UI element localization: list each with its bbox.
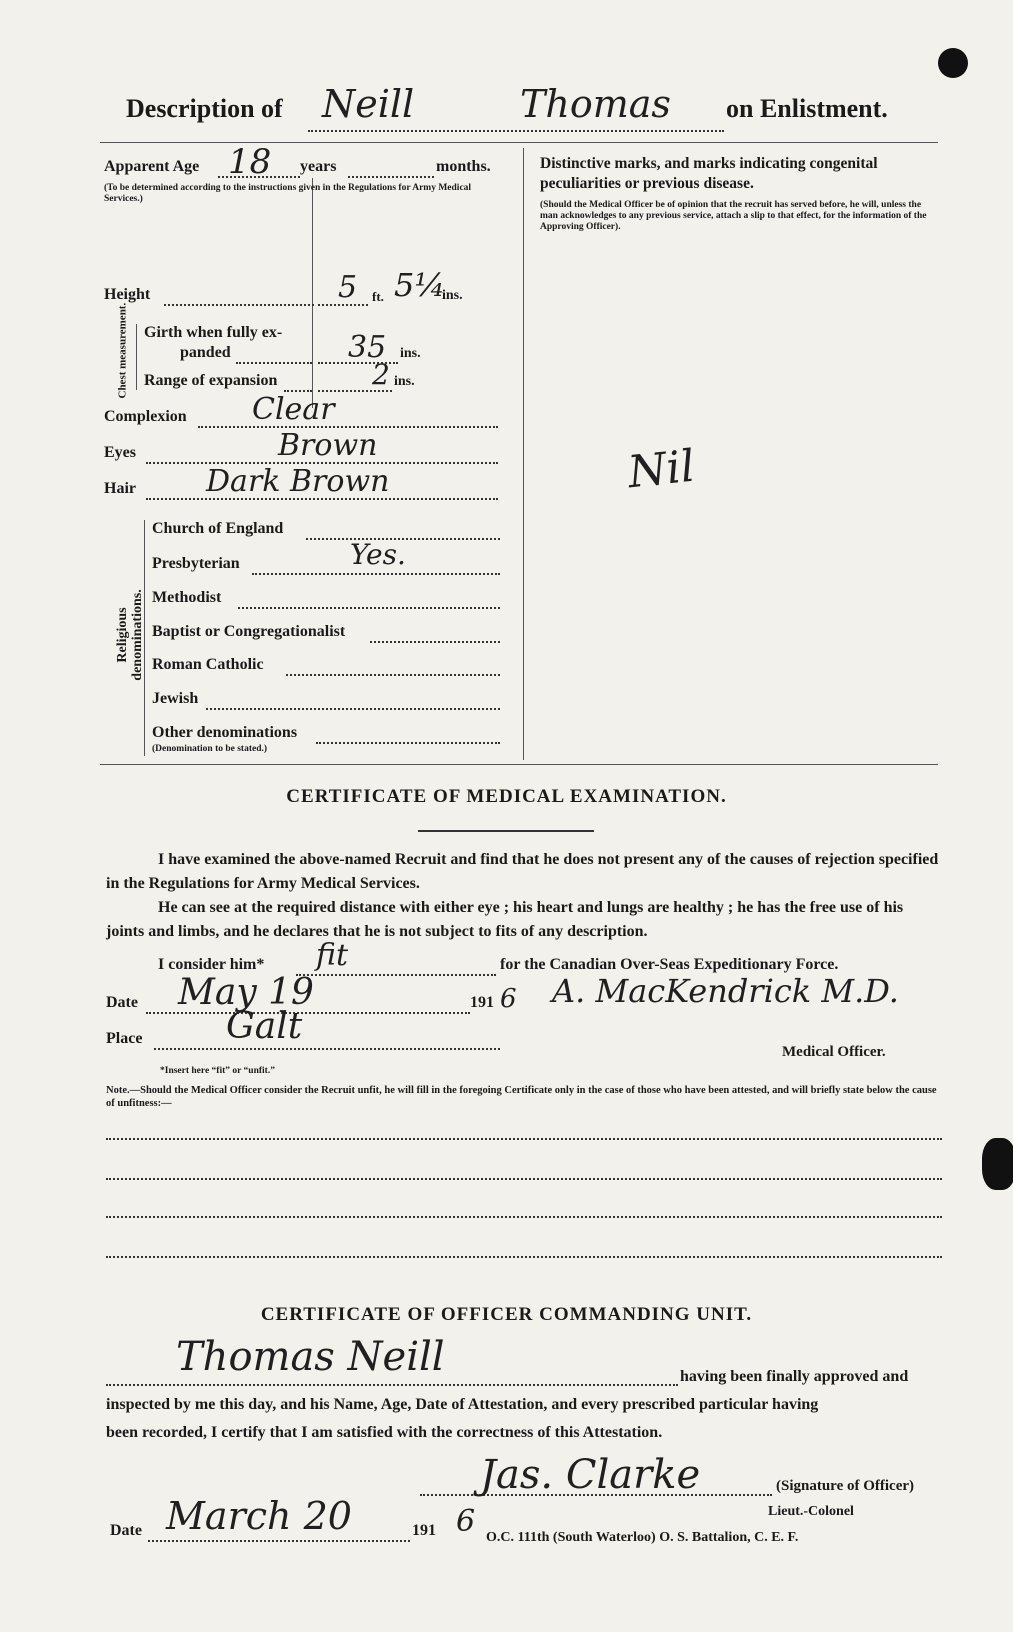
religion-church-of-england-label: Church of England — [152, 520, 284, 537]
religion-other-note: (Denomination to be stated.) — [152, 744, 268, 754]
girth-label-line-1: Girth when fully ex- — [144, 324, 283, 341]
religion-group-label-line-2: denominations. — [130, 589, 145, 681]
height-in-value: 5¼ — [394, 266, 446, 304]
hair-value: Dark Brown — [206, 464, 390, 499]
medical-date-label: Date — [106, 994, 138, 1011]
title-rule — [418, 830, 594, 832]
marks-note: (Should the Medical Officer be of opinion that the recruit has served before, he will, unless the man acknowledges to any previous service, attach a slip to that effect, for the information of the Approving Officer). — [540, 200, 927, 232]
header-suffix: on Enlistment. — [726, 94, 888, 123]
complexion-label: Complexion — [104, 408, 187, 425]
age-note: (To be determined according to the instructions given in the Regulations for Army Medical Services.) — [104, 183, 472, 204]
commanding-year-prefix: 191 — [412, 1522, 436, 1539]
insert-note: *Insert here “fit” or “unfit.” — [160, 1066, 275, 1076]
religion-presbyterian-value: Yes. — [350, 538, 406, 571]
marks-heading: Distinctive marks, and marks indicating congenital peculiarities or previous disease. — [540, 155, 878, 192]
force-label: for the Canadian Over-Seas Expeditionary Force. — [500, 956, 839, 973]
hair-label: Hair — [104, 480, 136, 497]
header-prefix: Description of — [126, 94, 283, 123]
consider-label: I consider him* — [158, 956, 265, 973]
unfitness-line-1 — [106, 1138, 942, 1140]
ins-label: ins. — [442, 288, 463, 303]
place-value: Galt — [226, 1006, 303, 1047]
religion-jewish-label: Jewish — [152, 690, 199, 707]
religion-baptist-label: Baptist or Congregationalist — [152, 623, 346, 640]
punch-hole-top — [938, 48, 968, 78]
religion-group-label-line-1: Religious — [115, 607, 130, 663]
complexion-value: Clear — [252, 392, 335, 427]
religion-roman-catholic-label: Roman Catholic — [152, 656, 264, 673]
commanding-rank: Lieut.-Colonel — [768, 1504, 854, 1519]
months-label: months. — [436, 158, 491, 175]
commanding-signature-value: Jas. Clarke — [480, 1452, 701, 1498]
commanding-text-3: been recorded, I certify that I am satisfied with the correctness of this Attestation. — [106, 1424, 663, 1441]
girth-label-line-2: panded — [180, 344, 231, 361]
apparent-age-label: Apparent Age — [104, 158, 200, 175]
age-value: 18 — [228, 142, 272, 182]
years-label: years — [300, 158, 337, 175]
commanding-date-label: Date — [110, 1522, 142, 1539]
medical-date-value: May 19 — [178, 972, 314, 1013]
range-ins-label: ins. — [394, 374, 415, 389]
commanding-year-digit: 6 — [456, 1504, 476, 1539]
medical-note: Note.—Should the Medical Officer consider the Recruit unfit, he will fill in the foregoing Certificate only in the case of those who have been attested, and will briefly state below the cause of unfitness:— — [106, 1085, 937, 1109]
commanding-signature-label: (Signature of Officer) — [776, 1478, 915, 1494]
column-divider — [523, 148, 524, 760]
commanding-unit: O.C. 111th (South Waterloo) O. S. Battalion, C. E. F. — [486, 1530, 799, 1545]
place-label: Place — [106, 1030, 143, 1047]
header-surname: Neill — [322, 82, 415, 126]
religion-other-label: Other denominations — [152, 724, 298, 741]
medical-para-1: I have examined the above-named Recruit and find that he does not present any of the causes of rejection specified in the Regulations for Army Medical Services. — [106, 851, 939, 892]
ft-label: ft. — [372, 289, 384, 304]
girth-ins-label: ins. — [400, 346, 421, 361]
medical-year-digit: 6 — [500, 984, 517, 1014]
consider-value: fit — [316, 938, 349, 973]
religion-group-label — [115, 565, 145, 705]
religion-methodist-label: Methodist — [152, 589, 222, 606]
header — [0, 82, 1013, 138]
commanding-text-1: having been finally approved and — [680, 1368, 909, 1385]
eyes-label: Eyes — [104, 444, 136, 461]
range-value: 2 — [372, 358, 390, 391]
section-rule — [100, 764, 938, 765]
medical-year-prefix: 191 — [470, 994, 494, 1011]
top-rule — [100, 142, 938, 143]
unfitness-line-4 — [106, 1256, 942, 1258]
medical-officer-title: Medical Officer. — [782, 1044, 886, 1060]
medical-officer-signature: A. MacKendrick M.D. — [552, 972, 899, 1010]
height-label: Height — [104, 286, 151, 303]
unfitness-line-2 — [106, 1178, 942, 1180]
marks-value: Nil — [625, 440, 698, 499]
religion-presbyterian-label: Presbyterian — [152, 555, 240, 572]
medical-title: CERTIFICATE OF MEDICAL EXAMINATION. — [286, 786, 727, 807]
commanding-name-value: Thomas Neill — [176, 1334, 445, 1380]
girth-value: 35 — [348, 330, 387, 365]
chest-measurement-label: Chest measurement. — [116, 302, 129, 399]
eyes-value: Brown — [278, 428, 378, 463]
range-label: Range of expansion — [144, 372, 278, 389]
commanding-date-value: March 20 — [166, 1494, 352, 1538]
commanding-title: CERTIFICATE OF OFFICER COMMANDING UNIT. — [260, 1304, 753, 1325]
punch-hole-bottom — [982, 1138, 1013, 1190]
header-given-name: Thomas — [520, 82, 671, 126]
medical-para-2: He can see at the required distance with either eye ; his heart and lungs are healthy ; he has the free use of his joints and limbs, and he declares that he is not subject to fits of any description. — [106, 899, 904, 940]
unfitness-line-3 — [106, 1216, 942, 1218]
inner-divider — [312, 178, 313, 408]
commanding-text-2: inspected by me this day, and his Name, Age, Date of Attestation, and every prescribed particular having — [106, 1396, 819, 1413]
height-ft-value: 5 — [338, 270, 358, 305]
